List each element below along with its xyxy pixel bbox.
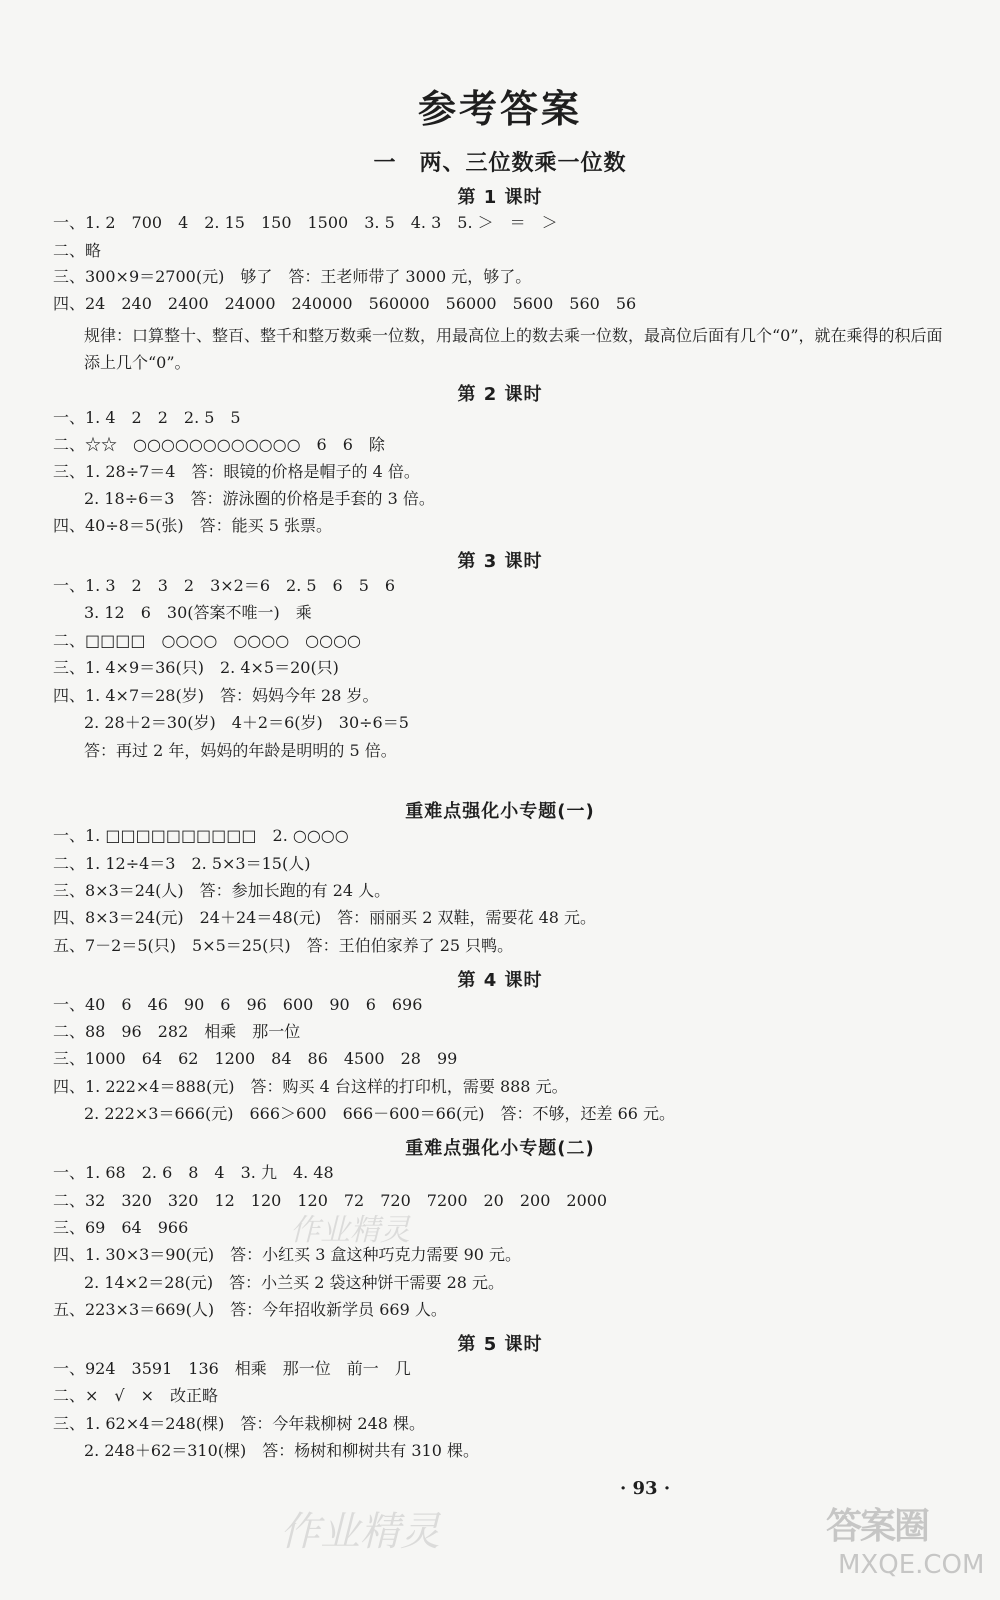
- answer-line: 二、1. 12÷4＝3 2. 5×3＝15(人): [53, 854, 311, 873]
- answer-line: 四、40÷8＝5(张) 答：能买 5 张票。: [53, 516, 332, 535]
- page-number: · 93 ·: [620, 1478, 671, 1499]
- answer-line: 四、24 240 2400 24000 240000 560000 56000 5600 560 56: [53, 294, 637, 313]
- answer-line: 3. 12 6 30(答案不唯一) 乘: [84, 603, 312, 622]
- answer-line: 2. 28＋2＝30(岁) 4＋2＝6(岁) 30÷6＝5: [84, 713, 409, 732]
- answer-line: 一、1. 2 700 4 2. 15 150 1500 3. 5 4. 3 5. ＞ ＝ ＞: [53, 213, 558, 232]
- section-heading-lesson-2: 第 2 课时: [457, 384, 543, 405]
- rule-paragraph: 规律：口算整十、整百、整千和整万数乘一位数，用最高位上的数去乘一位数，最高位后面有几个“0”，就在乘得的积后面添上几个“0”。: [84, 326, 943, 372]
- answer-line: 2. 18÷6＝3 答：游泳圈的价格是手套的 3 倍。: [84, 489, 435, 508]
- answer-line: 2. 248＋62＝310(棵) 答：杨树和柳树共有 310 棵。: [84, 1441, 479, 1460]
- answer-line: 四、1. 30×3＝90(元) 答：小红买 3 盒这种巧克力需要 90 元。: [53, 1245, 522, 1264]
- answer-line: 三、1. 4×9＝36(只) 2. 4×5＝20(只): [53, 658, 339, 677]
- answer-line: 二、32 320 320 12 120 120 72 720 7200 20 200 2000: [53, 1191, 608, 1210]
- answer-line: 四、1. 222×4＝888(元) 答：购买 4 台这样的打印机，需要 888 元。: [53, 1077, 568, 1096]
- answer-line: 三、1. 28÷7＝4 答：眼镜的价格是帽子的 4 倍。: [53, 462, 420, 481]
- answer-line: 二、☆☆ ○○○○○○○○○○○○ 6 6 除: [53, 435, 385, 454]
- watermark-logo-url: MXQE.COM: [838, 1550, 985, 1580]
- answer-line: 四、8×3＝24(元) 24＋24＝48(元) 答：丽丽买 2 双鞋，需要花 48 元。: [53, 908, 597, 927]
- watermark-text: 作业精灵: [290, 1213, 410, 1248]
- section-heading-topic-2: 重难点强化小专题(二): [405, 1138, 595, 1159]
- answer-line: 三、1. 62×4＝248(棵) 答：今年栽柳树 248 棵。: [53, 1414, 426, 1433]
- watermark-text: 作业精灵: [280, 1509, 440, 1555]
- section-heading-lesson-5: 第 5 课时: [457, 1334, 543, 1355]
- answer-line: 2. 14×2＝28(元) 答：小兰买 2 袋这种饼干需要 28 元。: [84, 1273, 505, 1292]
- answer-line: 一、1. 4 2 2 2. 5 5: [53, 408, 241, 427]
- answer-line: 二、× √ × 改正略: [53, 1386, 219, 1405]
- answer-line: 答：再过 2 年，妈妈的年龄是明明的 5 倍。: [84, 741, 397, 760]
- watermark-logo-text: 答案圈: [826, 1506, 929, 1547]
- answer-line: 一、924 3591 136 相乘 那一位 前一 几: [53, 1359, 411, 1378]
- answer-line: 三、69 64 966: [53, 1218, 189, 1237]
- answer-line: 一、1. □□□□□□□□□□ 2. ○○○○: [53, 826, 349, 845]
- unit-heading: 一 两、三位数乘一位数: [373, 151, 627, 176]
- answer-line: 一、1. 3 2 3 2 3×2＝6 2. 5 6 5 6: [53, 576, 396, 595]
- answer-line: 三、300×9＝2700(元) 够了 答：王老师带了 3000 元，够了。: [53, 267, 532, 286]
- section-heading-lesson-1: 第 1 课时: [457, 187, 543, 208]
- answer-line: 四、1. 4×7＝28(岁) 答：妈妈今年 28 岁。: [53, 686, 379, 705]
- answer-line: 一、1. 68 2. 6 8 4 3. 九 4. 48: [53, 1163, 334, 1182]
- answer-line: 二、略: [53, 241, 102, 260]
- answer-line: 五、223×3＝669(人) 答：今年招收新学员 669 人。: [53, 1300, 447, 1319]
- answer-line: 二、□□□□ ○○○○ ○○○○ ○○○○: [53, 631, 362, 650]
- answer-line: 二、88 96 282 相乘 那一位: [53, 1022, 301, 1041]
- section-heading-lesson-3: 第 3 课时: [457, 551, 543, 572]
- answer-line: 2. 222×3＝666(元) 666＞600 666－600＝66(元) 答：不够，还差 66 元。: [84, 1104, 676, 1123]
- page-title: 参考答案: [417, 87, 582, 131]
- answer-line: 一、40 6 46 90 6 96 600 90 6 696: [53, 995, 423, 1014]
- section-heading-topic-1: 重难点强化小专题(一): [405, 801, 595, 822]
- watermark-logo: [826, 1498, 986, 1590]
- answer-line: 三、8×3＝24(人) 答：参加长跑的有 24 人。: [53, 881, 391, 900]
- answer-line: 三、1000 64 62 1200 84 86 4500 28 99: [53, 1049, 458, 1068]
- section-heading-lesson-4: 第 4 课时: [457, 970, 543, 991]
- answer-line: 五、7－2＝5(只) 5×5＝25(只) 答：王伯伯家养了 25 只鸭。: [53, 936, 514, 955]
